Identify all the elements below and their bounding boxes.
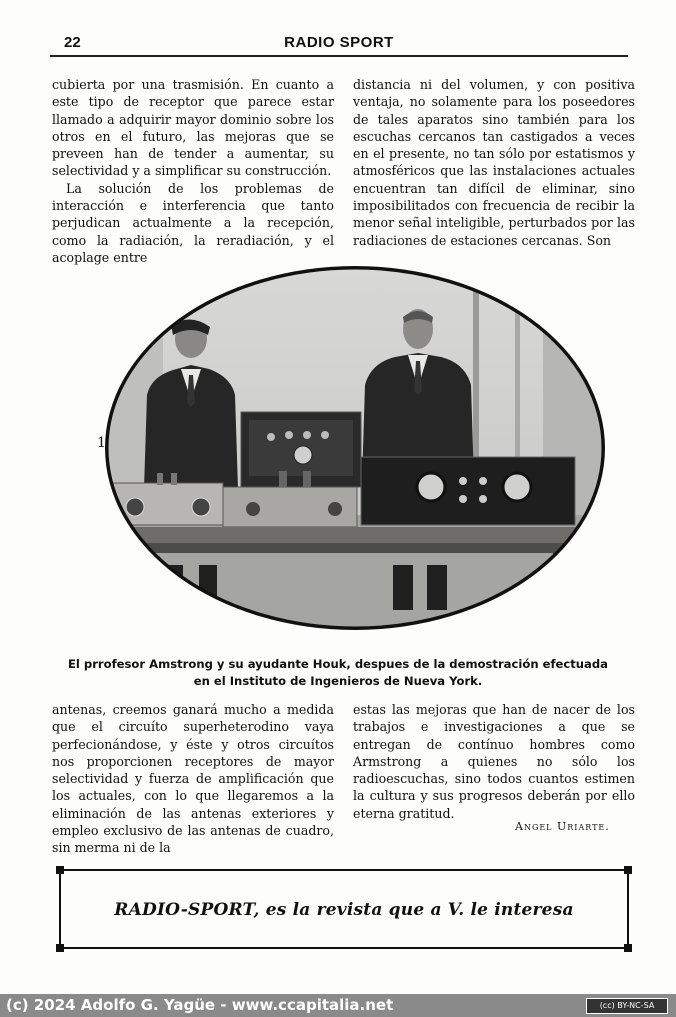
photo-caption	[40, 656, 636, 690]
magazine-title: RADIO SPORT	[284, 34, 394, 51]
armstrong-houk-photo	[103, 265, 608, 632]
photograph	[97, 265, 608, 632]
author-signature: Angel Uriarte.	[515, 820, 610, 833]
page-number: 22	[64, 34, 81, 51]
column-right-bottom	[353, 701, 635, 822]
footer-bar	[0, 994, 676, 1017]
advert-top-rule	[64, 869, 624, 871]
header-rule	[50, 55, 628, 57]
advert-text: RADIO-SPORT, es la revista que a V. le interesa	[114, 900, 574, 920]
paragraph: distancia ni del volumen, y con positiva ventaja, no solamente para los poseedores de tales aparatos sino también para los escuchas cercanos tan castigados a veces en el presente, no tan sólo por estatismos y atmosféricos que las instalaciones actuales encuentran tan difícil de eliminar, sino imposibilitados con frecuencia de recibir la menor señal inteligible, perturbados por las radiaciones de estaciones cercanas. Son	[353, 77, 635, 248]
corner-square	[56, 944, 64, 952]
corner-square	[624, 866, 632, 874]
paragraph: antenas, creemos ganará mucho a medida que el circuíto superheterodino vaya perfecionándose, y éste y otros circuítos nos proporcionen receptores de mayor selectividad y fuerza de amplificación que los actuales, con lo que llegaremos a la eliminación de las antenas exteriores y empleo exclusivo de las antenas de cuadro, sin merma ni de la	[52, 702, 334, 856]
advert-box	[56, 866, 632, 952]
page-header	[50, 34, 628, 54]
column-left-top	[52, 76, 334, 266]
margin-mark: 1	[97, 435, 106, 451]
corner-square	[56, 866, 64, 874]
paragraph: cubierta por una trasmisión. En cuanto a este tipo de receptor que parece estar llamado a adquirir mayor dominio sobre los otros en el futuro, las mejoras que se preveen han de tender a aumentar, su selectividad y a simplificar su construcción.	[52, 77, 334, 179]
caption-line-1: El prrofesor Amstrong y su ayudante Houk, despues de la demostración efectuada	[67, 657, 608, 671]
cc-license-icon[interactable]: (cc) BY-NC-SA	[586, 998, 668, 1014]
corner-square	[624, 944, 632, 952]
paragraph: La solución de los problemas de interacción e interferencia que tanto perjudican actualmente a la recepción, como la radiación, la reradiación, y el acoplage entre	[52, 180, 334, 265]
column-left-bottom	[52, 701, 334, 857]
footer-credit[interactable]: (c) 2024 Adolfo G. Yagüe - www.ccapitalia.net	[6, 996, 394, 1014]
column-right-top	[353, 76, 635, 249]
paragraph: estas las mejoras que han de nacer de los trabajos e investigaciones a que se entregan de contínuo hombres como Armstrong a quienes no sólo los radioescuchas, sino todos cuantos estimen la cultura y sus progresos deberán por ello eterna gratitud.	[353, 702, 635, 821]
advert-bottom-rule	[64, 947, 624, 949]
caption-line-2: en el Instituto de Ingenieros de Nueva York.	[193, 674, 483, 688]
